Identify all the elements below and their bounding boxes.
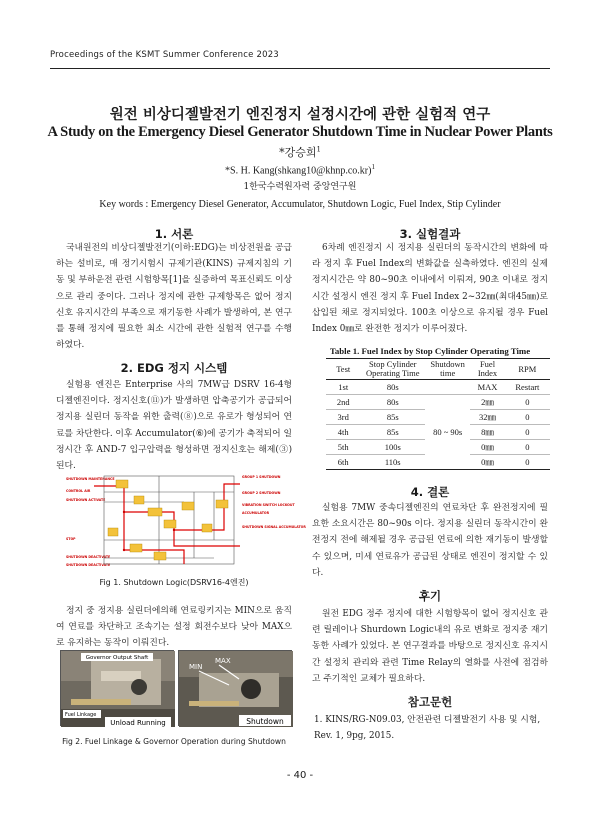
th-op-time: Stop Cylinder Operating Time [360,359,425,380]
section-3-heading: 3. 실험결과 [399,227,461,241]
cell-rpm: 0 [505,425,550,440]
cell-op: 80s [360,395,425,410]
section-4-body [312,500,548,581]
figure-2-caption: Fig 2. Fuel Linkage & Governor Operation during Shutdown [62,737,286,746]
acknowledgement-heading: 후기 [418,589,442,603]
author-korean-name: 강승희 [284,146,317,159]
photo-a-left-label: Fuel Linkage [65,712,97,718]
diagram-label-r1: GROUP 1 SHUTDOWN [242,475,281,479]
diagram-label-r2: GROUP 2 SHUTDOWN [242,491,281,495]
section-3-body [312,240,548,337]
author-korean-sup: 1 [316,145,321,154]
shutdown-logic-diagram [64,472,306,572]
cell-fuel: 32㎜ [470,410,504,425]
photo-b-max-label: MAX [215,657,231,665]
diagram-label-r3: VIBRATION SWITCH LOCKOUT [242,503,295,507]
photo-a-bottom-label: Unload Running [110,719,166,727]
cell-test: 1st [326,380,360,395]
title-english: A Study on the Emergency Diesel Generator Shutdown Time in Nuclear Power Plants [47,124,553,140]
keywords: Key words : Emergency Diesel Generator, Accumulator, Shutdown Logic, Fuel Index, Stip Cylinder [99,199,501,210]
th-fuel: Fuel Index [470,359,504,380]
diagram-label-l2: CONTROL AIR [66,489,91,493]
affiliation: 1한국수력원자력 중앙연구원 [243,182,357,192]
section-2-heading: 2. EDG 정지 시스템 [120,361,228,375]
th-test: Test [326,359,360,380]
cell-rpm: 0 [505,395,550,410]
cell-test: 4th [326,425,360,440]
section-2-text: 실험용 엔진은 Enterprise 사의 7MW급 DSRV 16-4형 디젤엔진이다. 정지신호(⑪)가 발생하면 압축공기가 공급되어 정지용 실린더 동작을 위한 출력(⑧)으로 유로가 형성되어 연료를 차단한다. 이후 Accumulator(⑥)에 공기가 축적되어 일정시간 후 AND-7 입구압력을 형성하면 정지신호는 해제(③)된다. [56,380,292,472]
acknowledgement-text: 원전 EDG 정주 정지에 대한 시험항목이 없어 정지신호 관련 릴레이나 Shurdown Logic내의 유로 변화로 정지중 재기동한 사례가 있었다. 본 연구결과를 바탕으로 정지신호 유지시간 설정치 관리와 관련 Time Relay의 열화를 사전에 점검하고 주기적인 교체가 필요하다. [312,609,548,684]
table-row [326,395,550,410]
cell-op: 80s [360,380,425,395]
diagram-label-l3: SHUTDOWN ACTIVATE [66,498,106,502]
author-korean [0,144,600,160]
header-rule [50,68,550,69]
section-2-body [56,377,292,474]
photo-unload-running [60,650,174,726]
cell-shutdown-time: 80 ~ 90s [425,395,470,470]
cell-op: 85s [360,410,425,425]
reference-item-1: 1. KINS/RG-N09.03, 안전관련 디젤발전기 사용 및 시험, Rev. 1, 9pg, 2015. [314,715,541,741]
cell-test: 6th [326,455,360,470]
author-line [0,163,600,176]
author-english: *S. H. Kang(shkang10@khnp.co.kr) [225,165,372,177]
fuel-index-table [326,358,550,470]
figure-1-caption: Fig 1. Shutdown Logic(DSRV16-4엔진) [99,578,249,587]
cell-fuel: 8㎜ [470,425,504,440]
cell-op: 110s [360,455,425,470]
cell-rpm: 0 [505,440,550,455]
cell-rpm: Restart [505,380,550,395]
author-mark: * [279,146,285,159]
th-rpm: RPM [505,359,550,380]
cell-shutdown-blank [425,380,470,395]
cell-rpm: 0 [505,455,550,470]
section-3-text: 6차례 엔진정지 시 정지용 실린더의 동작시간의 변화에 따라 정지 후 Fuel Index의 변화값을 실측하였다. 엔진의 실제 정지시간은 약 80~90초 이내에서 이뤄져, 90초 이내로 정지시간 설정시 엔진 정지 후 Fuel Index 2~32㎜(최대45㎜)로 삽입된 채로 정지되었다. 100초 이상으로 유지될 경우 Fuel Index 0㎜로 완전한 정지가 이루어졌다. [312,243,548,335]
table-caption: Table 1. Fuel Index by Stop Cylinder Operating Time [329,346,531,356]
photo-shutdown [178,650,292,726]
cell-test: 5th [326,440,360,455]
section-1-text: 국내원전의 비상디젤발전기(이하:EDG)는 비상전원을 공급하는 설비로, 매 정기시험시 규제기관(KINS) 규제지침의 기동 및 부하운전 관련 시험항목[1]을 실증하여 목표신뢰도 이상으로 관리 중이다. 그러나 정지에 관한 규제항목은 없어 정지신호 유지시간의 부족으로 재기동한 사례가 발생하여, 본 연구를 통해 정지에 필요한 최소 시간에 관한 실험적 연구를 수행하였다. [56,243,292,351]
cell-test: 2nd [326,395,360,410]
diagram-label-r5: SHUTDOWN SIGNAL ACCUMULATOR [242,525,306,529]
linkage-photos [60,650,292,726]
table-row [326,380,550,395]
diagram-label-l5: SHUTDOWN DEACTIVATE [66,555,111,559]
photo-a-top-label: Governor Output Shaft [85,655,149,661]
cell-op: 85s [360,425,425,440]
section-1-heading: 1. 서론 [154,227,194,241]
cell-rpm: 0 [505,410,550,425]
author-english-sup: 1 [371,163,375,171]
references-heading: 참고문헌 [407,695,453,709]
diagram-label-r4: ACCUMULATOR [242,511,270,515]
running-header: Proceedings of the KSMT Summer Conference 2023 [50,50,279,60]
acknowledgement-body [312,606,548,687]
cell-fuel: 0㎜ [470,440,504,455]
cell-fuel: 2㎜ [470,395,504,410]
page-number: - 40 - [286,770,314,781]
th-shutdown: Shutdown time [425,359,470,380]
cell-op: 100s [360,440,425,455]
photo-b-image [179,651,293,727]
section-4-text: 실험용 7MW 중속디젤엔진의 연료차단 후 완전정지에 필요한 소요시간은 80~90s 이다. 정지용 실린더 동작시간이 완전정지 전에 해제될 경우 공급된 연료에 의한 재기동이 발생할 수 있으며, 미세 연료유가 공급된 상태로 엔진이 정지할 수 있다. [312,503,548,578]
table-header-row [326,359,550,380]
diagram-label-l1: SHUTDOWN MAINTENANCE [66,477,115,481]
section-4-heading: 4. 결론 [410,485,450,499]
photo-a-image [61,651,175,727]
paragraph-linkage-text: 정지 중 정지용 실린더에의해 연료링키지는 MIN으로 움직여 연료를 차단하고 조속기는 설정 회전수보다 낮아 MAX으로 유지하는 동작이 이뤄진다. [56,606,292,649]
section-1-body [56,240,292,353]
diagram-label-l4: STOP [66,537,76,541]
paragraph-linkage [56,603,292,652]
diagram-label-l6: SHUTDOWN DEACTIVATE [66,563,111,567]
title-korean: 원전 비상디젤발전기 엔진정지 설정시간에 관한 실험적 연구 [109,107,491,123]
cell-fuel: 0㎜ [470,455,504,470]
photo-b-bottom-label: Shutdown [246,717,284,726]
photo-b-min-label: MIN [189,663,203,671]
cell-test: 3rd [326,410,360,425]
cell-fuel: MAX [470,380,504,395]
